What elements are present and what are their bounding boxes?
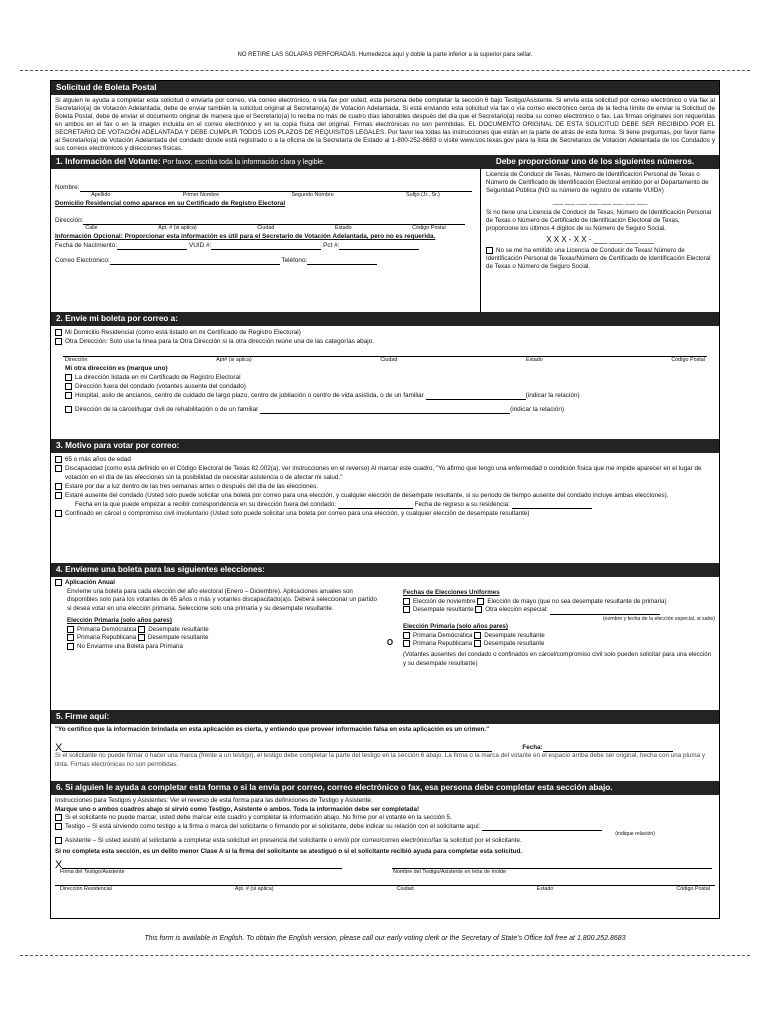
addr-a-checkbox[interactable] [65, 374, 72, 381]
calle-label: Calle [85, 225, 98, 231]
certification-text: "Yo certifico que la información brindada en esta aplicación es cierta, y entiendo que proveer información falsa en esta aplicación es un crimen." [55, 726, 490, 733]
reason-disability-checkbox[interactable] [55, 465, 62, 472]
annual-text: Envíeme una boleta para cada elección del año electoral (Enero – Diciembre). Aplicaciones anuales son disponibles solo para los votantes de 65 años o más y votantes discapacitado(a)s. Deberá seleccionar un partido si desea votar en una elección primaria. Seleccione solo una primaria y su desempate resultante. [67, 587, 377, 612]
apellido-label: Apellido [91, 192, 111, 198]
witness-relation-field[interactable] [482, 830, 602, 831]
rep-checkbox[interactable] [403, 640, 410, 647]
section-2-title: 2. Envíe mi boleta por correo a: [56, 314, 178, 323]
annual-rep-runoff-checkbox[interactable] [138, 634, 145, 641]
id-title: Debe proporcionar uno de los siguientes números. [495, 157, 695, 166]
primary-heading-2: Elección Primaria (solo años pares) [403, 623, 508, 631]
apt-label: Apt. # (si aplica) [158, 225, 197, 231]
addr-a-text: La dirección listada en mi Certificado de Registro Electoral [75, 374, 241, 381]
domicilio-heading: Domicilio Residencial como aparece en su Certificado de Registro Electoral [55, 200, 286, 207]
addr-d-checkbox[interactable] [65, 406, 72, 413]
section-6-body [51, 795, 719, 918]
reason-jail-checkbox[interactable] [55, 510, 62, 517]
s2-apt-label: Apt# (si aplica) [216, 357, 252, 363]
section-3-header [51, 439, 719, 453]
cannot-mark-checkbox[interactable] [55, 814, 62, 821]
nov-checkbox[interactable] [403, 598, 410, 605]
may-checkbox[interactable] [477, 598, 484, 605]
witness-signature-label: Firma del Testigo/Asistente [60, 869, 125, 876]
other-address-checkbox[interactable] [55, 338, 62, 345]
section-6-header [51, 781, 719, 795]
sufijo-label: Sufijo (Jr., Sr.) [405, 192, 440, 198]
witness-estado-label: Estado [536, 886, 554, 893]
other-address-type-heading: Mi otra dirección es (marque uno) [65, 365, 168, 372]
section-3-body [51, 453, 719, 563]
misdemeanor-warning: Si no completa esta sección, es un delito menor Clase A si la firma del solicitante se atestiguó o si el solicitante recibió ayuda para completar esta solicitud. [55, 848, 523, 856]
form-title: Solicitud de Boleta Postal [56, 83, 157, 92]
section-4-header [51, 563, 719, 577]
reason-birth-checkbox[interactable] [55, 483, 62, 490]
rep-runoff-checkbox[interactable] [474, 640, 481, 647]
fecha-label: Fecha de Nacimiento: [55, 242, 118, 249]
estado-label: Estado [334, 225, 352, 231]
witness-checkbox[interactable] [55, 823, 62, 830]
rep-runoff-text: Desempate resultante [483, 640, 545, 648]
name-label: Nombre: [55, 184, 80, 191]
dem-text: Primaria Demócratica [413, 631, 473, 639]
annual-dem-runoff-text: Desempate resultante [148, 625, 209, 633]
section-1-header [51, 155, 719, 169]
residence-checkbox[interactable] [55, 329, 62, 336]
assistant-checkbox[interactable] [55, 837, 62, 844]
ciudad-label: Ciudad [257, 225, 275, 231]
phone-field[interactable] [307, 264, 377, 265]
vuid-label: VUID #: [188, 242, 212, 249]
correo-label: Correo Electrónico: [55, 257, 110, 264]
special-text: Otra elección especial: [485, 606, 548, 614]
witness-instructions: Instrucciones para Testigos y Asistentes: Ver el reverso de esta forma para las definiciones de Testigo y Asistente. [55, 797, 373, 804]
special-note: (nombre y fecha de la elección especial, si sabe) [602, 615, 715, 622]
section-4-title: 4. Envíeme una boleta para las siguientes elecciones: [56, 565, 265, 574]
segundo-label: Segundo Nombre [291, 192, 334, 198]
dem-runoff-checkbox[interactable] [474, 632, 481, 639]
section-1-subtitle: Por favor, escriba toda la información clara y legible. [162, 159, 326, 166]
direccion-label: Dirección: [55, 217, 84, 224]
annual-checkbox[interactable] [55, 579, 62, 586]
tel-label: Teléfono: [281, 257, 308, 264]
absent-start-label: Fecha en la que puede empezar a recibir correspondencia en su dirección fuera del condado: [75, 501, 337, 508]
form-title-bar [51, 81, 719, 95]
witness-name-label: Nombre del Testigo/Asistente en letra de molde [393, 869, 507, 876]
reason-age-text: 65 o más años de edad [65, 456, 131, 463]
section-2-header [51, 312, 719, 326]
email-field[interactable] [110, 264, 280, 265]
assistant-text: Asistente – Si usted asistió al solicitante a completar esta solicitud en presencia del solicitante o envió por correo/correo electrónico/fax la solicitud por el solicitante. [65, 837, 522, 845]
section-5-header [51, 710, 719, 724]
primary-heading: Elección Primaria (solo años pares) [67, 617, 172, 625]
witness-relation-label: (indique relación) [615, 831, 655, 838]
witness-mark-instructions: Marque uno o ambos cuadros abajo si sirvió como Testigo, Asistente o ambos. Toda la información debe ser completada! [55, 805, 420, 813]
nov-runoff-checkbox[interactable] [403, 606, 410, 613]
annual-rep-checkbox[interactable] [67, 634, 74, 641]
s2-dir-label: Dirección [65, 357, 88, 363]
pct-label: Pct #: [323, 242, 340, 249]
top-note: NO RETIRE LAS SOLAPAS PERFORADAS. Humedezca aquí y doble la parte inferior a la superior para sellar. [237, 52, 533, 58]
section-3-title: 3. Motivo para votar por correo: [56, 441, 180, 450]
other-address-option: Otra Dirección: Solo use la línea para la Otra Dirección si la otra dirección reúne una de las categorías abajo. [65, 338, 375, 345]
residence-option: Mi Domicilio Residencial (como está listado en mi Certificado de Registro Electoral) [65, 329, 301, 336]
reason-absent-text: Estaré ausente del condado (Usted solo puede solicitar una boleta por correo para una elección, y cualquier elección de desempate resultante, si su periodo de tiempo ausente del condado incluye ambas elecciones). [65, 492, 669, 499]
section-6-title: 6. Si alguien le ayuda a completar esta forma o si la envía por correo, correo electrónico o fax, esa persona debe completar esta sección abajo. [56, 783, 613, 792]
special-checkbox[interactable] [475, 606, 482, 613]
s2-ciudad-label: Ciudad [380, 357, 398, 363]
no-id-checkbox[interactable] [486, 247, 493, 254]
addr-d-relation-field[interactable] [260, 413, 510, 414]
no-primary-checkbox[interactable] [67, 643, 74, 650]
intro-text: Si alguien le ayuda a completar esta solicitud o enviarla por correo, vía correo electrónico, o vía fax por usted, esta persona debe completar la sección 6 bajo Testigo/Asistente. Si envía esta solicitud por correo electrónico o vía fax al Secretario(a) de Votación Adelantada, debe de enviar también la solicitud original al Secretario(a) de Votación Adelantada. Si está enviando esta solicitud vía fax o vía correo electrónico cerca de la fecha límite de enviar la Solicitud de Boleta Postal, debe de enviar el documento original de manera que el Secretario(a) lo reciba no más de cuatro días laborables después del día que el Secretario(a) reciba su correo electrónico o fax. Las firmas originales son requeridas en ambos en el fax o en la imagen incluida en el correo electrónico y en la copia física del original. Firmas electrónicas no son permitidas. EL DOCUMENTO ORIGINAL DE ESTA SOLICITUD DEBE SER RECIBIDO POR EL SECRETARIO DE VOTACIÓN ADELANTADA Y DEBE CUMPLIR TODOS LOS PLAZOS DE REQUISITOS LEGALES. Por favor lea todas las instrucciones que están en la parte de atrás de esta forma. Si tiene preguntas, por favor llame al Secretario(a) de Votación Adelantada del condado donde está registrado o a la oficina de la Secretaría de Estado al 1-800-252-8683 o visite www.sos.texas.gov para la lista de Secretarios de Votación Adelantada de los Condados y sus correos electrónicos y direcciones físicas. [55, 97, 715, 152]
reason-jail-text: Confinado en cárcel o compromiso civil involuntario (Usted solo puede solicitar una boleta por correo para una elección, y cualquier elección de desempate resultante) [65, 510, 530, 517]
addr-c-relation-field[interactable] [426, 399, 526, 400]
reason-absent-checkbox[interactable] [55, 492, 62, 499]
absent-return-label: Fecha de regreso a su residencia: [414, 501, 510, 508]
opcional-heading: Información Opcional: Proporcionar esta información es útil para el Secretario de Votación Adelantada, pero no es requerida. [55, 233, 436, 240]
addr-b-text: Dirección fuera del condado (votantes ausente del condado) [75, 383, 246, 390]
rep-text: Primaria Republicana [413, 640, 473, 648]
pct-field[interactable] [339, 249, 419, 250]
s2-estado-label: Estado [526, 357, 543, 363]
annual-rep-text: Primaria Republicana [77, 634, 137, 642]
no-license-text: Si no tiene una Licencia de Conducir de Texas, Número de Identificación Personal de Texas o Número de Certificado de Identificación Electoral de Texas, proporcione los últimos 4 dígitos de su Número de Seguro Social. [486, 209, 712, 232]
witness-apt-label: Apt. # (si aplica) [234, 886, 274, 893]
s2-cp-label: Código Postal [671, 357, 705, 363]
birthdate-field[interactable] [117, 249, 187, 250]
signature-x: X [55, 741, 63, 754]
witness-cp-label: Código Postal [676, 886, 710, 893]
reason-disability-text: Discapacidad (como está definido en el Código Electoral de Texas 82.002(a), ver instrucciones en el reverso) Al marcar este cuadro, "Yo afirmo que tengo una enfermedad o condición física que me impide aparecer en el lugar de votación en el día de las elecciones sin la posibilidad de necesitar asistencia o de afectar mi salud." [65, 465, 702, 481]
witness-text: Testigo – Si está sirviendo como testigo a la firma o marca del solicitante o firmando por el solicitante, debe indicar su relación con el solicitante aquí: [65, 822, 481, 830]
ssn-field[interactable]: X X X - X X - ___ ___ ___ ___ [546, 235, 654, 244]
annual-dem-runoff-checkbox[interactable] [138, 626, 145, 633]
nov-runoff-text: Desempate resultante [413, 606, 474, 614]
no-primary-text: No Enviarme una Boleta para Primaria [77, 643, 183, 651]
footer-note: This form is available in English. To obtain the English version, please call our early voting clerk or the Secretary of State's Office toll free at 1.800.252.8683 [144, 935, 626, 942]
section-4-body [51, 577, 719, 710]
vuid-field[interactable] [211, 249, 321, 250]
no-id-text: No se me ha emitido una Licencia de Conducir de Texas/ Número de Identificación Personal de Texas/Número de Certificado de Identificación Electoral de Texas o Número de Seguro Social. [486, 247, 711, 271]
witness-dir-label: Dirección Residencial [60, 886, 112, 893]
fold-line-top [20, 70, 750, 71]
dem-runoff-text: Desempate resultante [484, 631, 545, 639]
fold-line-bottom [20, 955, 750, 956]
reason-birth-text: Estaré por dar a luz dentro de las tres semanas antes o después del día de las elecciones. [65, 483, 319, 490]
application-form [50, 80, 720, 919]
cannot-mark-text: Si el solicitante no puede marcar, usted debe marcar este cuadro y completar la información abajo. No firme por el votante en la sección 5. [65, 814, 452, 822]
nov-text: Elección de noviembre [413, 597, 476, 605]
addr-d-text: Dirección de la cárcel/lugar civil de rehabilitación o de un familiar [75, 406, 259, 413]
license-field[interactable]: ___ ___ ___ ___ ___ ___ ___ ___ [552, 198, 648, 205]
may-text: Elección de mayo (que no sea desempate resultante de primaria) [487, 597, 667, 605]
signature-note: Si el solicitante no puede firmar o hacer una marca (frente a un testigo), el testigo debe completar la parte del testigo en la sección 6 abajo. La firma o la marca del votante en el espacio arriba debe ser original, hecha con una pluma y tinta. Firmas electrónicas no son permitidas. [55, 752, 706, 768]
cp-label: Código Postal [412, 225, 446, 231]
section-5-body [51, 724, 719, 781]
section-1-title: 1. Información del Votante: [56, 157, 161, 166]
witness-ciudad-label: Ciudad [396, 886, 414, 893]
or-label: O [386, 638, 394, 648]
direccion-field[interactable] [83, 224, 465, 225]
addr-c-relation-label: (indicar la relación) [525, 392, 580, 399]
section-1-body [51, 169, 719, 312]
dem-checkbox[interactable] [403, 632, 410, 639]
section-5-title: 5. Firme aquí: [56, 712, 110, 721]
addr-c-text: Hospital, asilo de ancianos, centro de cuidado de largo plazo, centro de jubilación o centro de vida asistida, o de un familiar [75, 392, 424, 399]
addr-d-relation-label: (indicar la relación) [510, 406, 565, 413]
annual-label: Aplicación Anual [65, 579, 115, 587]
addr-c-checkbox[interactable] [65, 392, 72, 399]
section-2-body [51, 326, 719, 439]
license-text: Licencia de Conducir de Texas, Número de Identificación Personal de Texas o Número de Certificado de Identificación Electoral emitido por el Departamento de Seguridad Pública (NO su número de registro de votante VUID#) [486, 171, 709, 194]
uniform-heading: Fechas de Elecciones Uniformes [403, 589, 500, 596]
sign-date-label: Fecha: [522, 743, 543, 751]
reason-age-checkbox[interactable] [55, 456, 62, 463]
annual-dem-text: Primaria Demócratica [77, 625, 137, 633]
annual-dem-checkbox[interactable] [67, 626, 74, 633]
witness-x: X [55, 858, 63, 871]
absent-note: (Votantes ausentes del condado o confinados en cárcel/compromiso civil solo pueden solicitar para una elección y su desempate resultante) [403, 651, 712, 667]
addr-b-checkbox[interactable] [65, 383, 72, 390]
primer-label: Primer Nombre [182, 192, 220, 198]
annual-rep-runoff-text: Desempate resultante [147, 634, 209, 642]
